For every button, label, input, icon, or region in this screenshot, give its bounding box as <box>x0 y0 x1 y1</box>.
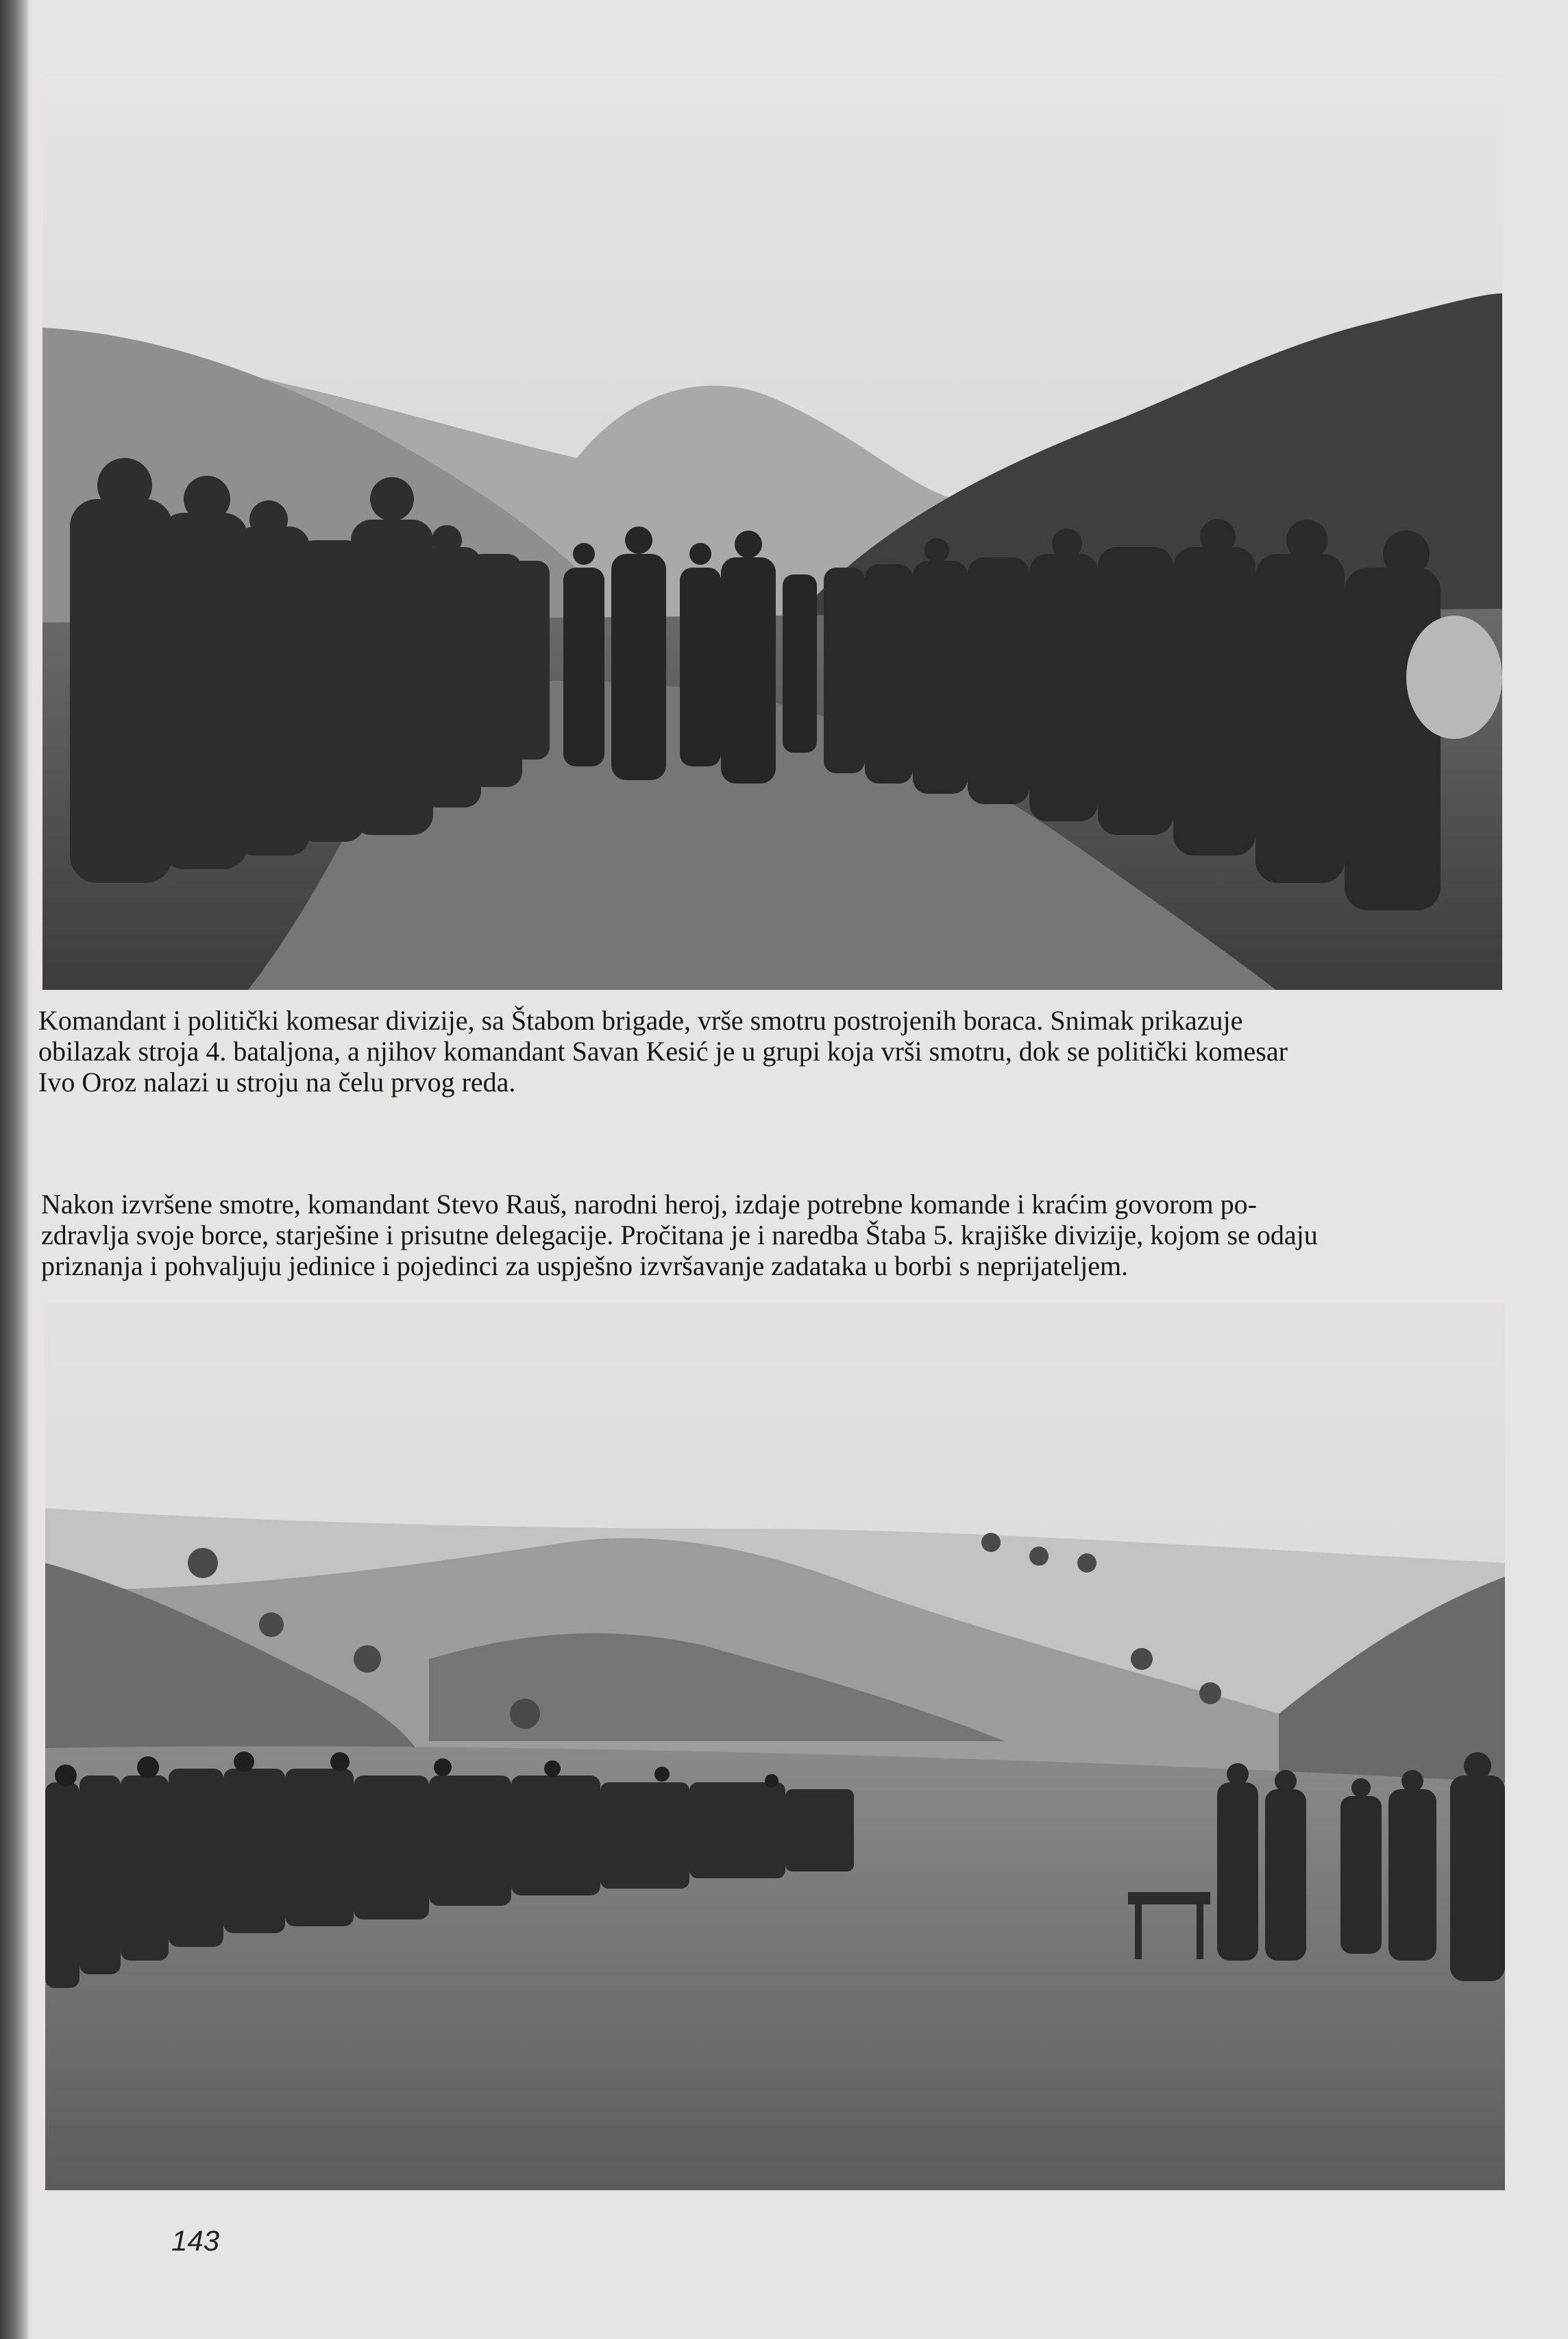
page-number: 143 <box>171 2225 220 2257</box>
photo-commander-addressing-brigade <box>45 1302 1505 2190</box>
photo-inspection-of-troops <box>42 74 1502 990</box>
caption-line: priznanja i pohvaljuju jedinice i pojedinci za uspješno izvršavanje zadataka u borbi s neprijateljem. <box>41 1250 1129 1281</box>
caption-line: obilazak stroja 4. bataljona, a njihov komandant Savan Kesić je u grupi koja vrši smotru, dok se politički komesar <box>38 1036 1288 1067</box>
caption-line: Nakon izvršene smotre, komandant Stevo Rauš, narodni heroj, izdaje potrebne komande i kraćim govorom po- <box>41 1189 1257 1220</box>
caption-line: Ivo Oroz nalazi u stroju na čelu prvog reda. <box>38 1067 516 1098</box>
caption-line: Komandant i politički komesar divizije, sa Štabom brigade, vrše smotru postrojenih boraca. Snimak prikazuje <box>38 1005 1243 1036</box>
caption-commander-speech <box>41 1189 1508 1281</box>
caption-line: zdravlja svoje borce, starješine i prisutne delegacije. Pročitana je i naredba Štaba 5. krajiške divizije, kojom se odaju <box>41 1220 1318 1250</box>
caption-inspection <box>38 1005 1505 1098</box>
book-spine-shadow <box>0 0 30 2339</box>
